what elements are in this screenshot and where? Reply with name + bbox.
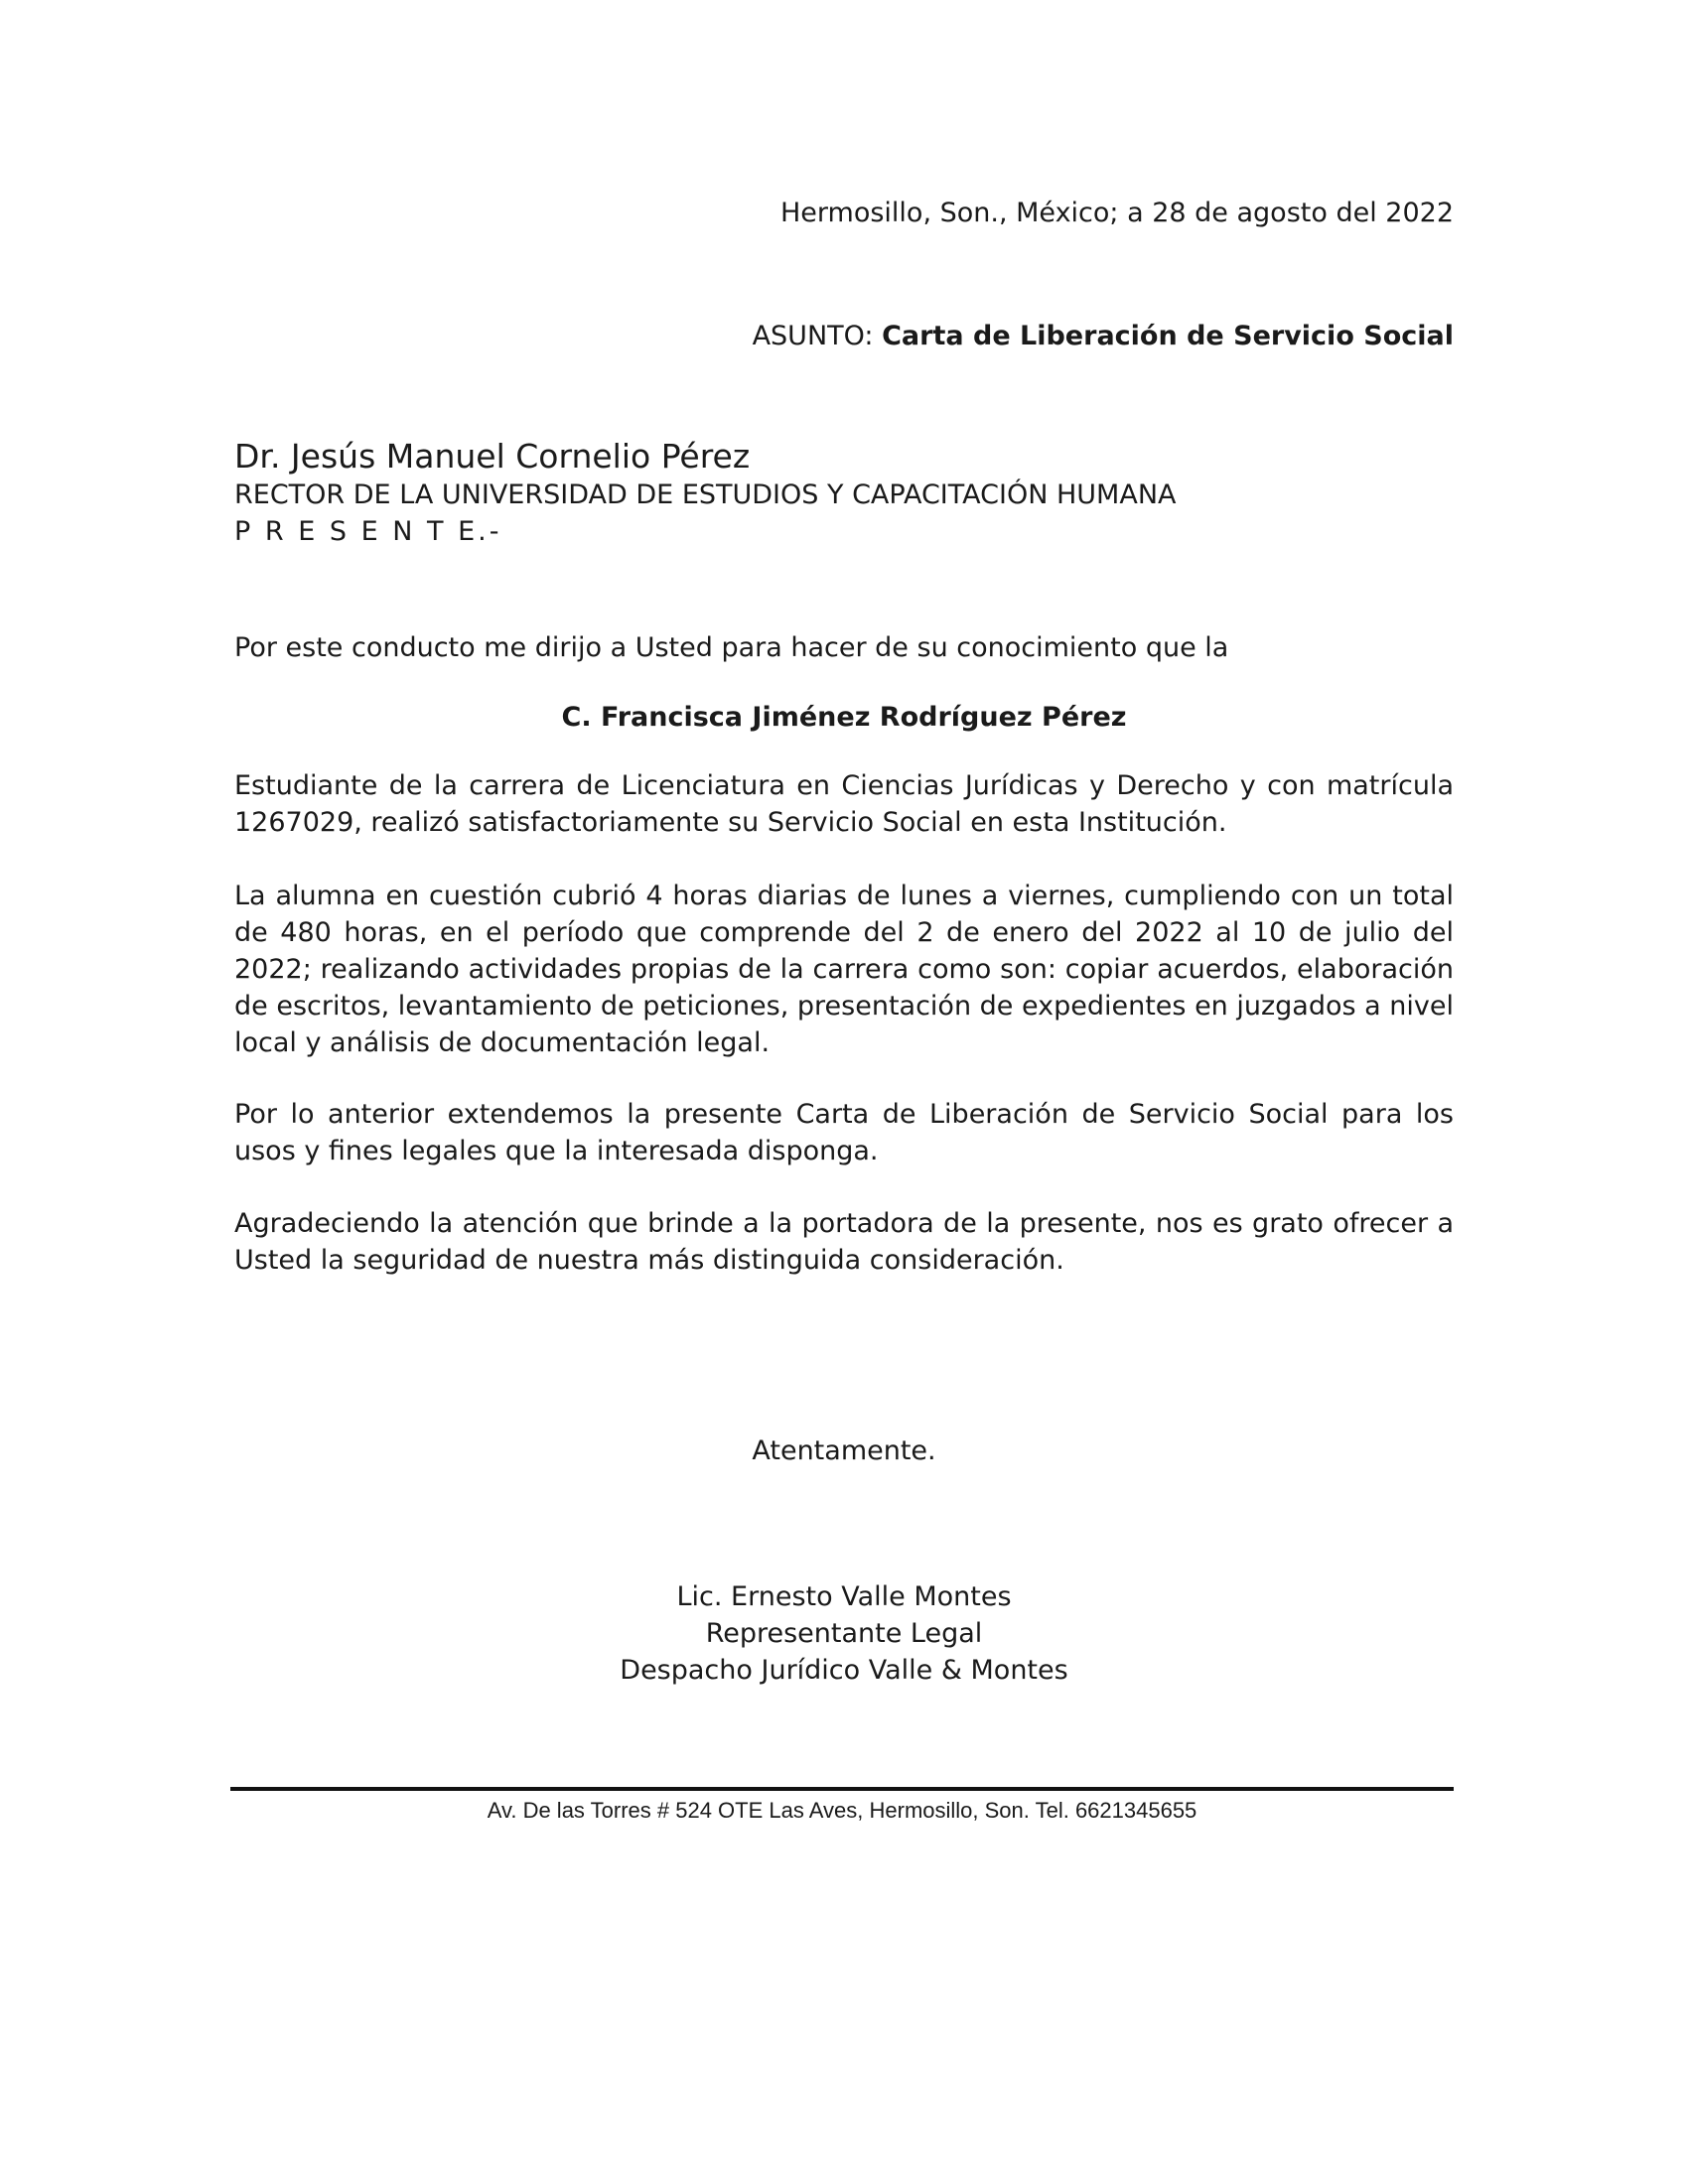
signer-role: Representante Legal [705, 1618, 983, 1649]
intro-paragraph: Por este conducto me dirijo a Usted para hacer de su conocimiento que la [234, 632, 1229, 663]
footer-address: Av. De las Torres # 524 OTE Las Aves, Hermosillo, Son. Tel. 6621345655 [487, 1798, 1197, 1823]
signer-firm: Despacho Jurídico Valle & Montes [620, 1655, 1068, 1686]
closing-word: Atentamente. [752, 1435, 936, 1466]
body-paragraph: Estudiante de la carrera de Licenciatura en Ciencias Jurídicas y Derecho y con matrícula 1267029, realizó satisfactoriamente su Servicio Social en esta Institución. [234, 770, 1454, 838]
signature-block [234, 1578, 1454, 1689]
subject-value: Carta de Liberación de Servicio Social [882, 321, 1454, 351]
recipient-title: RECTOR DE LA UNIVERSIDAD DE ESTUDIOS Y CAPACITACIÓN HUMANA [234, 479, 1177, 510]
recipient-present: P R E S E N T E.- [234, 516, 502, 547]
student-name: C. Francisca Jiménez Rodríguez Pérez [561, 702, 1127, 733]
footer-divider [230, 1787, 1454, 1791]
letter-date: Hermosillo, Son., México; a 28 de agosto del 2022 [780, 198, 1454, 228]
recipient-name: Dr. Jesús Manuel Cornelio Pérez [234, 437, 751, 476]
signer-name: Lic. Ernesto Valle Montes [676, 1581, 1012, 1612]
body-paragraph: La alumna en cuestión cubrió 4 horas diarias de lunes a viernes, cumpliendo con un total de 480 horas, en el período que comprende del 2 de enero del 2022 al 10 de julio del 2022; realizando actividades propias de la carrera como son: copiar acuerdos, elaboración de escritos, levantamiento de peticiones, presentación de expedientes en juzgados a nivel local y análisis de documentación legal. [234, 881, 1454, 1058]
body-paragraph: Agradeciendo la atención que brinde a la portadora de la presente, nos es grato ofrecer a Usted la seguridad de nuestra más distinguida consideración. [234, 1208, 1454, 1276]
subject-line [234, 318, 1454, 354]
body-paragraph: Por lo anterior extendemos la presente Carta de Liberación de Servicio Social para los usos y fines legales que la interesada disponga. [234, 1099, 1454, 1166]
subject-label: ASUNTO: [752, 321, 883, 351]
